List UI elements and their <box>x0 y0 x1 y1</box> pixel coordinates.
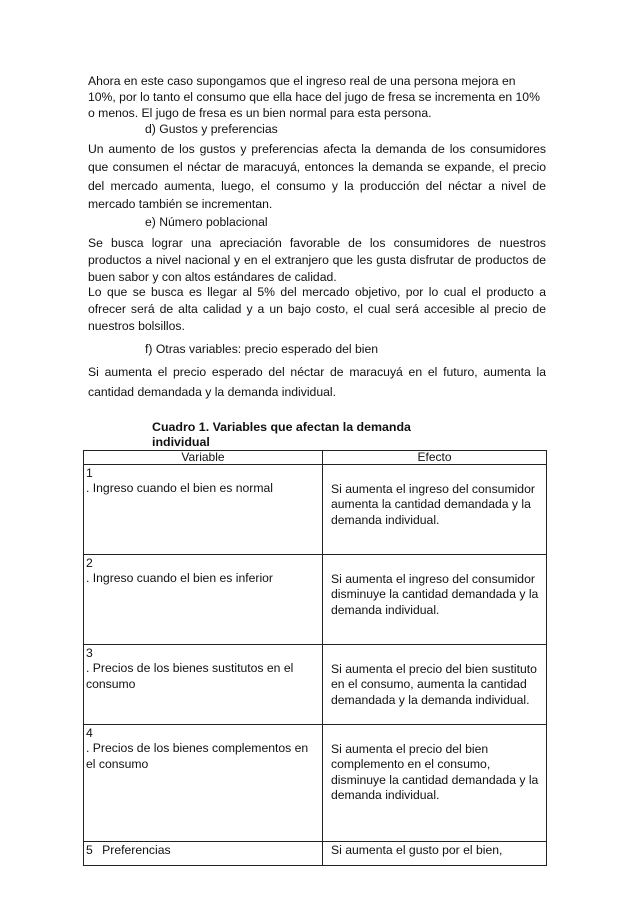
row-number: 4 <box>86 726 93 740</box>
table-header-row <box>84 451 547 465</box>
paragraph-otras-variables: Si aumenta el precio esperado del néctar de maracuyá en el futuro, aumenta la cantidad demandada y la demanda individual. <box>88 365 546 399</box>
row-number: 2 <box>86 556 93 570</box>
table-row <box>84 645 547 725</box>
table-row <box>84 842 547 866</box>
efecto-cell <box>323 645 547 725</box>
table-row <box>84 725 547 842</box>
header-variable: Variable <box>84 451 323 465</box>
efecto-text: Si aumenta el ingreso del consumidor aumenta la cantidad demandada y la demanda individual. <box>331 482 535 527</box>
paragraph-numero-poblacional-2: Lo que se busca es llegar al 5% del mercado objetivo, por lo cual el producto a ofrecer será de alta calidad y a un bajo costo, el cual será accesible al precio de nuestros bolsillos. <box>88 285 546 334</box>
variable-cell <box>84 842 323 866</box>
variable-cell <box>84 645 323 725</box>
table-row <box>84 555 547 645</box>
table-row <box>84 465 547 555</box>
efecto-cell <box>323 725 547 842</box>
efecto-cell <box>323 555 547 645</box>
variables-table <box>83 450 547 866</box>
table-caption: Cuadro 1. Variables que afectan la demanda individual <box>152 420 411 449</box>
efecto-cell <box>323 842 547 866</box>
paragraph-numero-poblacional-1: Se busca lograr una apreciación favorable de los consumidores de nuestros productos a nivel nacional y en el extranjero que les gusta disfrutar de productos de buen sabor y con altos estándares de calidad. <box>88 236 546 284</box>
efecto-text: Si aumenta el precio del bien complemento en el consumo, disminuye la cantidad demandada y la demanda individual. <box>331 742 539 803</box>
header-efecto: Efecto <box>323 451 547 465</box>
paragraph-gustos-preferencias: Un aumento de los gustos y preferencias afecta la demanda de los consumidores que consumen el néctar de maracuyá, entonces la demanda se expande, el precio del mercado aumenta, luego, el consumo y la producción del néctar a nivel de mercado también se incrementan. <box>88 142 546 212</box>
efecto-text: Si aumenta el ingreso del consumidor disminuye la cantidad demandada y la demanda individual. <box>331 572 539 617</box>
row-number: 3 <box>86 646 93 660</box>
variable-text: . Precios de los bienes sustitutos en el consumo <box>86 661 294 691</box>
variable-text: . Ingreso cuando el bien es normal <box>86 481 273 496</box>
row-number: 5 <box>86 843 93 857</box>
heading-otras-variables: f) Otras variables: precio esperado del bien <box>145 342 379 356</box>
intro-paragraph: Ahora en este caso supongamos que el ingreso real de una persona mejora en 10%, por lo tanto el consumo que ella hace del jugo de fresa se incrementa en 10% o menos. El jugo de fresa es un bien normal para esta persona. <box>88 74 540 121</box>
variable-text: . Precios de los bienes complementos en el consumo <box>86 741 309 771</box>
variable-cell <box>84 725 323 842</box>
variable-text: Preferencias <box>102 843 171 857</box>
efecto-cell <box>323 465 547 555</box>
heading-numero-poblacional: e) Número poblacional <box>145 215 268 229</box>
efecto-text: Si aumenta el gusto por el bien, <box>331 843 503 857</box>
row-number: 1 <box>86 466 93 480</box>
variable-cell <box>84 465 323 555</box>
variable-text: . Ingreso cuando el bien es inferior <box>86 571 273 586</box>
heading-gustos-preferencias: d) Gustos y preferencias <box>145 122 278 136</box>
variable-cell <box>84 555 323 645</box>
efecto-text: Si aumenta el precio del bien sustituto en el consumo, aumenta la cantidad demandada y la demanda individual. <box>331 662 537 707</box>
